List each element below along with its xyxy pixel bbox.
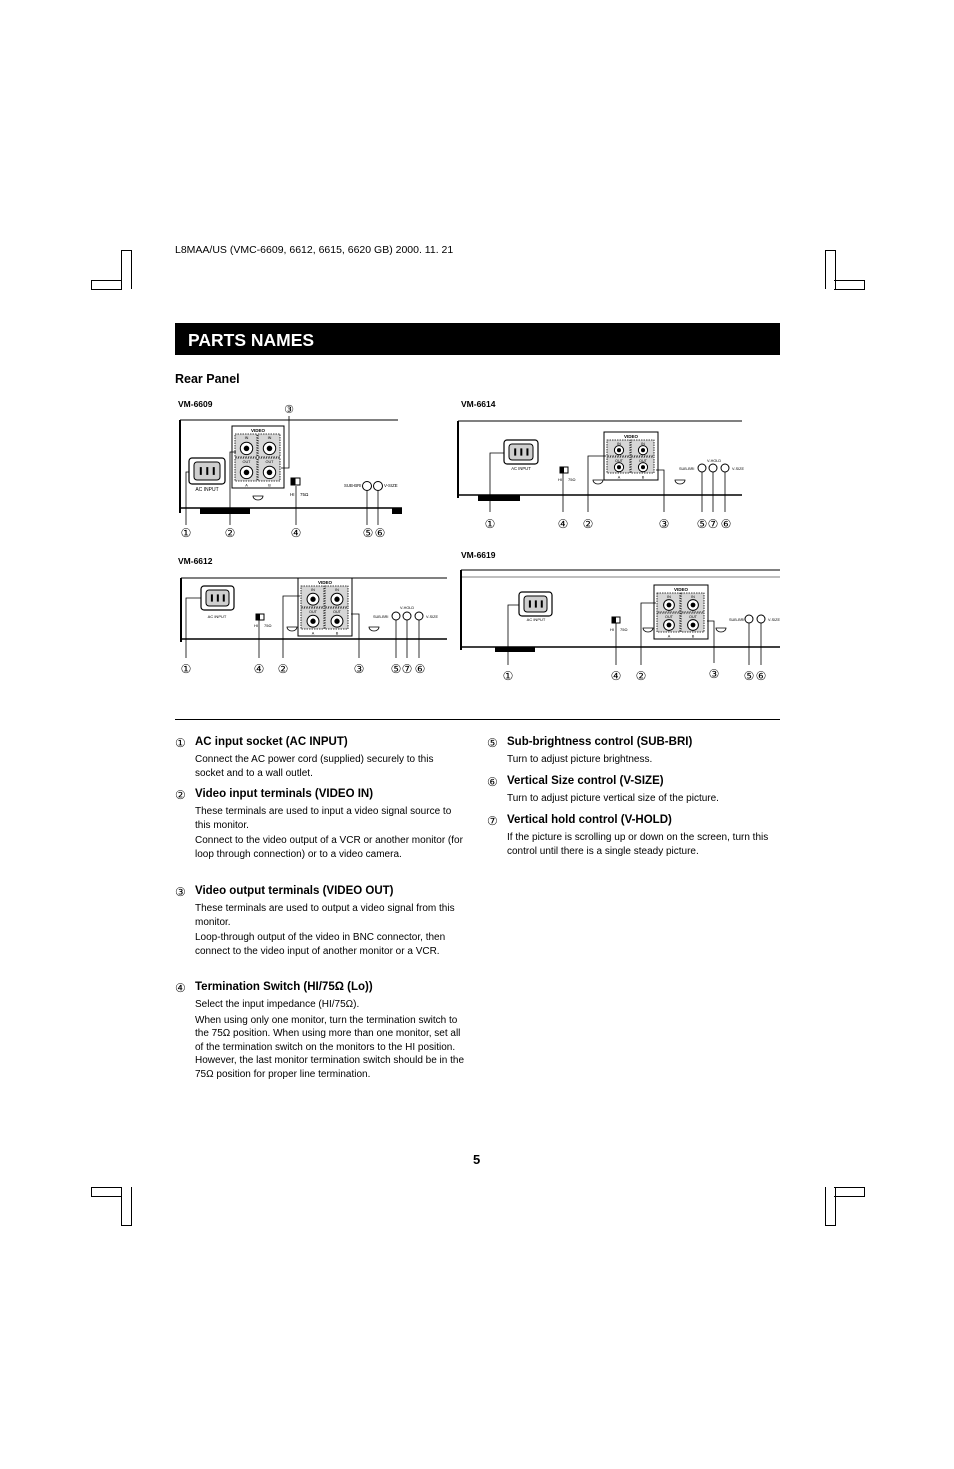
callout-number: ③ — [658, 517, 670, 531]
crop-mark-bottom-right-v — [825, 1187, 836, 1226]
cable-clamp — [643, 628, 653, 632]
bnc-pin — [267, 446, 273, 452]
callout-number: ② — [277, 662, 289, 676]
callout-number: ⑥ — [720, 517, 732, 531]
b-label: B — [641, 475, 645, 480]
sub-bri-label: SUB-BRI — [679, 467, 695, 471]
model-label-vm6609: VM-6609 — [178, 399, 213, 409]
model-label-vm6612: VM-6612 — [178, 556, 213, 566]
in-label: IN — [267, 436, 272, 440]
a-label: A — [617, 475, 621, 480]
item-number: ② — [175, 788, 186, 802]
ac-pin — [213, 467, 215, 475]
callout-number: ① — [484, 517, 496, 531]
cable-clamp — [369, 627, 379, 631]
cabinet-foot — [495, 647, 535, 652]
bnc-pin — [667, 623, 672, 628]
in-label: IN — [691, 595, 695, 599]
item-number: ① — [175, 736, 186, 750]
ac-input-label: AC INPUT — [511, 466, 531, 471]
bnc-pin — [691, 603, 696, 608]
callout-number: ④ — [253, 662, 265, 676]
callout-number: ⑤ — [743, 669, 755, 683]
bnc-pin — [617, 465, 621, 469]
sub-bri-label: SUB-BRI — [373, 615, 389, 619]
bnc-pin — [667, 603, 672, 608]
rear-panel-diagram-vm6612 — [170, 570, 455, 680]
callout-number: ③ — [284, 404, 294, 416]
control-knob — [745, 615, 753, 623]
v-hold-label: V-HOLD — [707, 459, 722, 463]
item-description: Connect the AC power cord (supplied) securely to this socket and to a wall outlet. — [195, 754, 434, 779]
ac-pin — [535, 600, 537, 607]
v-size-label: V-SIZE — [426, 615, 439, 619]
callout-number: ① — [180, 662, 192, 676]
callout-number: ⑥ — [755, 669, 767, 683]
cable-clamp — [675, 480, 685, 484]
item-description: Loop-through output of the video in BNC connector, then connect to the video input of another monitor or a VCR. — [195, 932, 446, 957]
item-number: ④ — [175, 981, 186, 995]
callout-number: ⑥ — [374, 526, 386, 540]
cabinet-foot — [478, 495, 520, 501]
video-label: VIDEO — [317, 580, 333, 585]
item-description: Select the input impedance (HI/75Ω). — [195, 999, 360, 1010]
a-label: A — [311, 631, 315, 636]
crop-mark-bottom-right — [834, 1187, 865, 1197]
in-label: IN — [667, 595, 671, 599]
crop-mark-top-left — [91, 280, 122, 290]
termination-switch-lever — [256, 614, 260, 620]
callout-number: ③ — [708, 667, 720, 681]
divider — [175, 719, 780, 720]
ohm-label: 75Ω — [620, 627, 628, 632]
ohm-label: 75Ω — [264, 623, 272, 628]
item-title: Termination Switch (HI/75Ω (Lo)) — [195, 981, 373, 993]
callout-number: ② — [582, 517, 594, 531]
item-description: When using only one monitor, turn the termination switch to the 75Ω position. When using more than one monitor, set all of the termination switch on the monitors to the HI position. However, the last monitor termination switch should be in the 75Ω position for proper line termination. — [195, 1014, 465, 1080]
control-knob — [757, 615, 765, 623]
ac-pin — [211, 594, 213, 601]
out-label: OUT — [332, 610, 342, 614]
sub-bri-label: SUB-BRI — [344, 483, 362, 488]
crop-mark-bottom-left — [91, 1187, 122, 1197]
callout-number: ⑤ — [696, 517, 708, 531]
control-knob — [392, 612, 400, 620]
leader-line — [490, 453, 504, 512]
ac-pin — [541, 600, 543, 607]
callout-number: ③ — [353, 662, 365, 676]
page-title: PARTS NAMES — [188, 330, 315, 350]
item-description: Turn to adjust picture vertical size of the picture. — [507, 793, 719, 804]
control-knob — [721, 464, 729, 472]
ohm-label: 75Ω — [300, 492, 309, 497]
crop-mark-top-right-v — [825, 250, 836, 289]
item-description: These terminals are used to output a video signal from this monitor. — [195, 903, 455, 928]
bnc-pin — [641, 465, 645, 469]
a-label: A — [245, 483, 248, 488]
bnc-pin — [334, 619, 339, 624]
ohm-label: 75Ω — [568, 477, 576, 482]
item-number: ③ — [175, 885, 186, 899]
rear-panel-diagram-vm6609 — [170, 398, 420, 546]
item-title: AC input socket (AC INPUT) — [195, 736, 348, 748]
video-label: VIDEO — [673, 587, 689, 592]
callout-number: ⑦ — [401, 662, 413, 676]
item-title: Vertical hold control (V-HOLD) — [507, 814, 672, 826]
callout-number: ② — [224, 526, 236, 540]
bnc-pin — [617, 448, 621, 452]
crop-mark-top-right — [834, 280, 865, 290]
termination-switch-lever — [560, 467, 564, 473]
item-title: Video input terminals (VIDEO IN) — [195, 788, 374, 800]
hi-label: HI — [610, 627, 614, 632]
bnc-pin — [334, 597, 339, 602]
item-title: Video output terminals (VIDEO OUT) — [195, 885, 394, 897]
ac-pin — [223, 594, 225, 601]
ac-input-label: AC INPUT — [207, 614, 227, 619]
bnc-pin — [310, 619, 315, 624]
in-label: IN — [617, 442, 621, 446]
item-number: ⑥ — [487, 775, 498, 789]
callout-number: ② — [635, 669, 647, 683]
callout-number: ⑤ — [362, 526, 374, 540]
ac-pin — [514, 448, 516, 455]
termination-switch-lever — [612, 617, 616, 623]
in-label: IN — [244, 436, 249, 440]
callout-number: ⑤ — [390, 662, 402, 676]
bnc-pin — [691, 623, 696, 628]
ac-input-label: AC INPUT — [195, 487, 219, 493]
callout-number: ④ — [610, 669, 622, 683]
b-label: B — [691, 634, 695, 639]
cable-clamp — [716, 628, 726, 632]
callout-number: ⑥ — [414, 662, 426, 676]
cabinet-foot — [392, 508, 402, 514]
callout-number: ① — [502, 669, 514, 683]
crop-mark-bottom-left-v — [121, 1187, 132, 1226]
leader-line — [508, 605, 519, 665]
control-knob — [374, 482, 383, 491]
callout-number: ④ — [290, 526, 302, 540]
ac-pin — [529, 600, 531, 607]
cable-clamp — [593, 480, 603, 484]
video-label: VIDEO — [250, 428, 266, 433]
cabinet-foot — [200, 508, 250, 514]
item-title: Sub-brightness control (SUB-BRI) — [507, 736, 693, 748]
bnc-pin — [310, 597, 315, 602]
out-label: OUT — [688, 615, 698, 619]
out-label: OUT — [308, 610, 318, 614]
control-knob — [698, 464, 706, 472]
item-description: If the picture is scrolling up or down on the screen, turn this control until there is a single steady picture. — [507, 832, 769, 857]
control-knob — [415, 612, 423, 620]
in-label: IN — [311, 588, 315, 592]
out-label: OUT — [638, 459, 648, 463]
cable-clamp — [253, 496, 263, 500]
item-description: Turn to adjust picture brightness. — [507, 754, 653, 765]
control-knob — [403, 612, 411, 620]
v-hold-label: V-HOLD — [400, 606, 415, 610]
v-size-label: V-SIZE — [732, 467, 745, 471]
out-label: OUT — [614, 459, 624, 463]
termination-switch-lever — [291, 478, 296, 485]
cable-clamp — [287, 627, 297, 631]
out-label: OUT — [265, 460, 274, 464]
ac-pin — [217, 594, 219, 601]
hi-label: HI — [254, 623, 258, 628]
sub-bri-label: SUB-BRI — [729, 618, 745, 622]
rear-panel-diagram-vm6619 — [450, 565, 782, 690]
out-label: OUT — [242, 460, 251, 464]
item-number: ⑤ — [487, 736, 498, 750]
in-label: IN — [335, 588, 339, 592]
bnc-pin — [267, 470, 273, 476]
model-label-vm6614: VM-6614 — [461, 399, 496, 409]
v-size-label: V-SIZE — [384, 483, 398, 488]
b-label: B — [335, 631, 339, 636]
hi-label: HI — [290, 492, 295, 497]
callout-number: ① — [180, 526, 192, 540]
b-label: B — [268, 483, 271, 488]
control-knob — [709, 464, 717, 472]
ac-pin — [526, 448, 528, 455]
hi-label: HI — [558, 477, 562, 482]
in-label: IN — [641, 442, 645, 446]
page-number: 5 — [473, 1152, 481, 1167]
control-knob — [363, 482, 372, 491]
item-description: These terminals are used to input a video signal source to this monitor. — [195, 806, 452, 831]
bnc-pin — [244, 470, 250, 476]
crop-mark-top-left-v — [121, 250, 132, 289]
item-description: Connect to the video output of a VCR or another monitor (for loop through connection) or to a video camera. — [195, 835, 463, 860]
v-size-label: V-SIZE — [768, 618, 781, 622]
out-label: OUT — [664, 615, 674, 619]
video-label: VIDEO — [623, 434, 639, 439]
title-bar — [175, 323, 780, 355]
ac-input-label: AC INPUT — [526, 617, 546, 622]
rear-panel-diagram-vm6614 — [450, 410, 750, 535]
bnc-pin — [244, 446, 250, 452]
bnc-pin — [641, 448, 645, 452]
ac-pin — [206, 467, 208, 475]
item-number: ⑦ — [487, 814, 498, 828]
callout-number: ⑦ — [707, 517, 719, 531]
item-title: Vertical Size control (V-SIZE) — [507, 775, 664, 787]
document-header: L8MAA/US (VMC-6609, 6612, 6615, 6620 GB) 2000. 11. 21 — [175, 244, 454, 256]
a-label: A — [667, 634, 671, 639]
ac-pin — [520, 448, 522, 455]
section-title: Rear Panel — [175, 372, 240, 386]
callout-number: ④ — [557, 517, 569, 531]
model-label-vm6619: VM-6619 — [461, 550, 496, 560]
ac-pin — [200, 467, 202, 475]
leader-line — [186, 598, 201, 658]
